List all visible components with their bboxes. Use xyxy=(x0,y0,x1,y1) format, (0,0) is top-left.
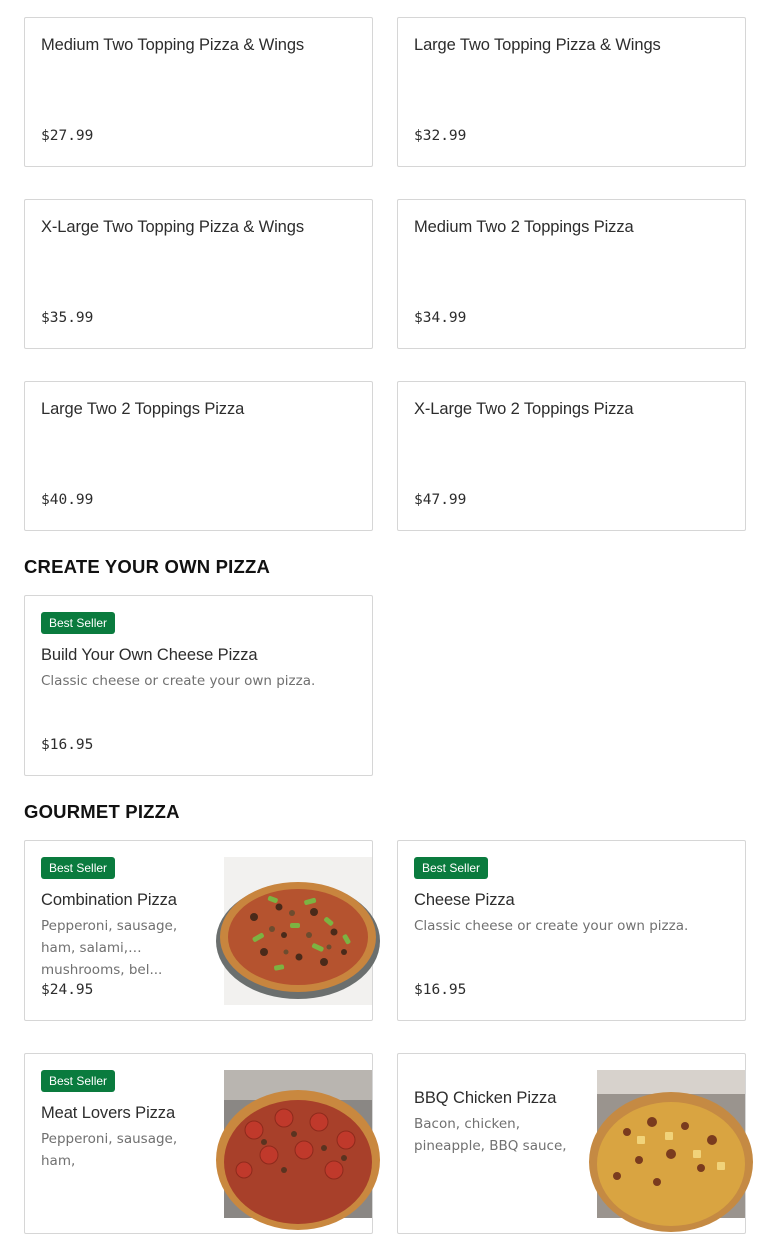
menu-item-card[interactable] xyxy=(24,381,373,531)
menu-item-description: Bacon, chicken, pineapple, BBQ sauce, xyxy=(414,1116,567,1154)
menu-item-price: $24.95 xyxy=(41,982,94,998)
menu-item-description: Pepperoni, sausage, ham, salami, mushrooms, bel... xyxy=(41,918,178,978)
menu-item-card[interactable] xyxy=(397,381,746,531)
menu-item-card[interactable] xyxy=(24,595,373,776)
menu-item-price: $16.95 xyxy=(414,982,467,998)
menu-item-price: $47.99 xyxy=(414,492,467,508)
menu-item-card[interactable] xyxy=(397,1053,746,1234)
meat-lovers-pizza-image xyxy=(224,1070,372,1218)
menu-item-card[interactable] xyxy=(24,840,373,1021)
menu-item-name: Medium Two Topping Pizza & Wings xyxy=(41,36,305,54)
best-seller-badge: Best Seller xyxy=(414,857,488,879)
menu-item-card[interactable] xyxy=(397,840,746,1021)
menu-item-name: Meat Lovers Pizza xyxy=(41,1104,176,1122)
menu-item-description: Classic cheese or create your own pizza. xyxy=(414,918,689,934)
menu-item-name: Combination Pizza xyxy=(41,891,177,909)
menu-item-card[interactable] xyxy=(24,17,373,167)
menu-item-card[interactable] xyxy=(397,17,746,167)
menu-item-card[interactable] xyxy=(24,199,373,349)
bbq-chicken-pizza-image xyxy=(597,1070,745,1218)
menu-item-price: $34.99 xyxy=(414,310,467,326)
menu-item-name: Medium Two 2 Toppings Pizza xyxy=(414,218,634,236)
menu-item-name: X-Large Two Topping Pizza & Wings xyxy=(41,218,304,236)
menu-item-price: $40.99 xyxy=(41,492,94,508)
best-seller-badge: Best Seller xyxy=(41,612,115,634)
menu-item-card[interactable] xyxy=(24,1053,373,1234)
section-title: GOURMET PIZZA xyxy=(24,801,180,822)
menu-item-name: BBQ Chicken Pizza xyxy=(414,1089,557,1107)
menu-item-name: Cheese Pizza xyxy=(414,891,515,909)
menu-item-price: $32.99 xyxy=(414,128,467,144)
menu-item-description: Classic cheese or create your own pizza. xyxy=(41,673,316,689)
menu-item-price: $27.99 xyxy=(41,128,94,144)
menu-item-card[interactable] xyxy=(397,199,746,349)
menu-item-name: X-Large Two 2 Toppings Pizza xyxy=(414,400,634,418)
best-seller-badge: Best Seller xyxy=(41,1070,115,1092)
section-title: CREATE YOUR OWN PIZZA xyxy=(24,556,271,577)
menu-item-price: $16.95 xyxy=(41,737,94,753)
menu-item-price: $35.99 xyxy=(41,310,94,326)
menu-item-description: Pepperoni, sausage, ham, xyxy=(41,1131,178,1169)
menu-item-name: Large Two Topping Pizza & Wings xyxy=(414,36,661,54)
menu-item-name: Build Your Own Cheese Pizza xyxy=(41,646,258,664)
combination-pizza-image xyxy=(224,857,372,1005)
best-seller-badge: Best Seller xyxy=(41,857,115,879)
menu-item-name: Large Two 2 Toppings Pizza xyxy=(41,400,245,418)
